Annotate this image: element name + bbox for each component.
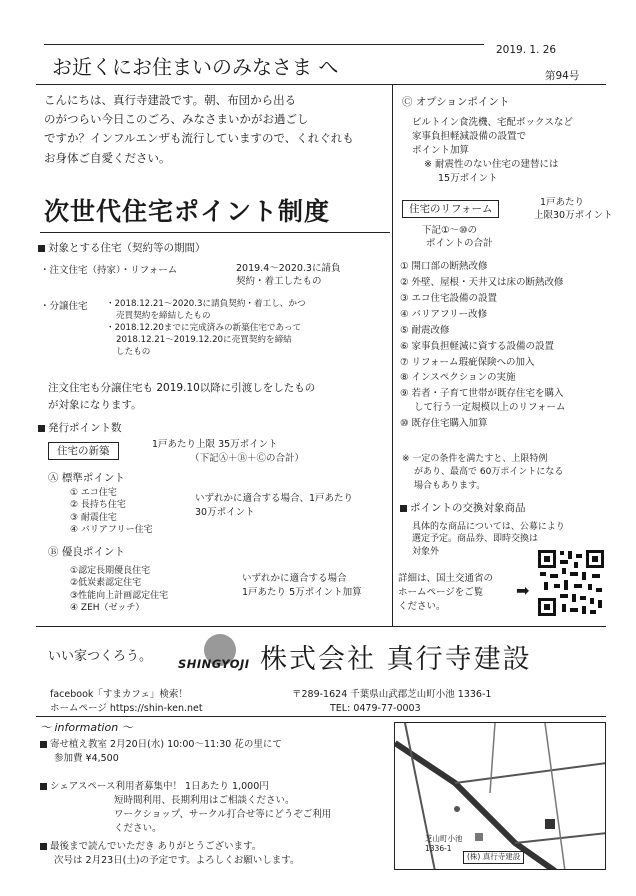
order-label: ・注文住宅（持家）・リフォーム	[40, 265, 178, 276]
event-2: シェアスペース利用者募集中！ 1日あたり 1,000円 短時間利用、長期利用はご相談ください。 ワークショップ、サークル打合せ等にどうぞご利用 ください。	[40, 782, 331, 835]
reform-sum: 下記①～⑩の ポイントの合計	[422, 225, 493, 249]
info-heading: ～ information ～	[40, 721, 133, 734]
reform-list: ① 開口部の断熱改修 ② 外壁、屋根・天井又は床の断熱改修 ③ エコ住宅設備の設置 ④ バリアフリー改修 ⑤ 耐震改修 ⑥ 家事負担軽減に資する設備の設置 ⑦ リフォーム瑕疵保険への加入 ⑧ インスペクションの実施 ⑨ 若者・子育て世帯が既存住宅を購入 して行う一定規模以上のリフォーム ⑩ 既存住宅購入加算	[400, 261, 566, 430]
header-bottom-line	[36, 84, 606, 85]
standard-points-desc: いずれかに適合する場合、1戸あたり 30万ポイント	[195, 493, 354, 518]
closing-message: 最後まで読んでいただき ありがとうございます。 次号は 2月23日(土)の予定です。よろしくお願いします。	[40, 842, 300, 867]
sale-label: ・分譲住宅	[40, 301, 88, 312]
arrow-right-icon: ➡	[516, 581, 530, 600]
order-period: 2019.4～2020.3に請負 契約・着工したもの	[236, 263, 341, 287]
company-address: 〒289-1624 千葉県山武郡芝山町小池 1336-1	[292, 689, 492, 700]
main-title: 次世代住宅ポイント制度	[44, 197, 331, 226]
facebook-info: facebook「すまカフェ」検索！	[50, 689, 188, 700]
premium-points-title: Ⓑ 優良ポイント	[48, 546, 125, 558]
exchange-heading: ポイントの交換対象商品	[400, 502, 526, 514]
exchange-detail: 詳細は、国土交通省の ホームページをご覧 ください。	[398, 573, 494, 612]
new-build-desc: 1戸あたり上限 35万ポイント （下記Ⓐ＋Ⓑ＋Ⓒの合計）	[152, 439, 305, 464]
new-build-label: 住宅の新築	[48, 442, 119, 460]
sale-period: ・2018.12.21～2020.3に請負契約・着工し、かつ 売買契約を締結したもの ・2018.12.20までに完成済みの新築住宅であって 2018.12.21～2019.12.20に売買契約を締結 したもの	[106, 299, 306, 357]
location-map[interactable]	[394, 722, 606, 870]
standard-points-title: Ⓐ 標準ポイント	[48, 472, 125, 484]
qr-code[interactable]	[536, 548, 606, 618]
company-top-line	[36, 626, 606, 627]
header-top-line	[44, 44, 484, 45]
option-body: ビルトイン食洗機、宅配ボックスなど 家事負担軽減設備の設置で ポイント加算 ※ 耐震性のない住宅の建替には 15万ポイント	[412, 117, 573, 184]
map-address-label: 芝山町小池 1336-1	[425, 834, 463, 853]
map-company-label: (株) 真行寺建設	[463, 851, 524, 864]
bullet-icon	[40, 783, 47, 790]
target-note: 注文住宅も分譲住宅も 2019.10以降に引渡しをしたもの が対象になります。	[48, 382, 316, 412]
option-heading: Ⓒ オプションポイント	[402, 96, 510, 108]
reform-label: 住宅のリフォーム	[402, 200, 499, 218]
bullet-icon	[40, 843, 47, 850]
company-logo: SHINGYOJI	[178, 634, 254, 678]
reform-note: ※ 一定の条件を満たすと、上限特例 があり、最高で 60万ポイントになる 場合もあります。	[402, 454, 564, 491]
issue-date: 2019. 1. 26	[496, 44, 557, 56]
reform-cap: 1戸あたり 上限30万ポイント	[534, 197, 613, 221]
event-1: 寄せ植え教室 2月20日(水) 10:00～11:30 花の里にて 参加費 ¥4,500	[40, 740, 282, 765]
points-heading: 発行ポイント数	[38, 422, 122, 434]
column-divider	[392, 84, 393, 626]
bullet-icon	[40, 741, 47, 748]
main-title-underline	[40, 232, 390, 233]
greeting-text: こんにちは、真行寺建設です。朝、布団から出る のがつらい今日このごろ、みなさまいかがお過ごし ですか？インフルエンザも流行していますので、くれぐれも お身体ご自愛ください。	[44, 93, 354, 165]
premium-points-desc: いずれかに適合する場合 1戸あたり 5万ポイント加算	[242, 573, 362, 598]
company-slogan: いい家つくろう。	[48, 649, 153, 664]
target-heading: 対象とする住宅（契約等の期間）	[38, 242, 206, 254]
page-title: お近くにお住まいのみなさま へ	[52, 55, 339, 79]
exchange-body: 具体的な商品については、公募により 選定予定。商品券、即時交換は 対象外	[412, 522, 565, 557]
issue-number: 第94号	[545, 70, 580, 82]
company-tel: TEL: 0479-77-0003	[330, 703, 421, 714]
homepage-link[interactable]: ホームページ https://shin-ken.net	[50, 703, 203, 714]
company-bottom-line	[36, 716, 606, 717]
standard-points-list: ① エコ住宅 ② 長持ち住宅 ③ 耐震住宅 ④ バリアフリー住宅	[70, 488, 153, 536]
company-name: 株式会社 真行寺建設	[260, 644, 532, 675]
premium-points-list: ①認定長期優良住宅 ②低炭素認定住宅 ③性能向上計画認定住宅 ④ ZEH（ゼッチ）	[70, 566, 169, 614]
